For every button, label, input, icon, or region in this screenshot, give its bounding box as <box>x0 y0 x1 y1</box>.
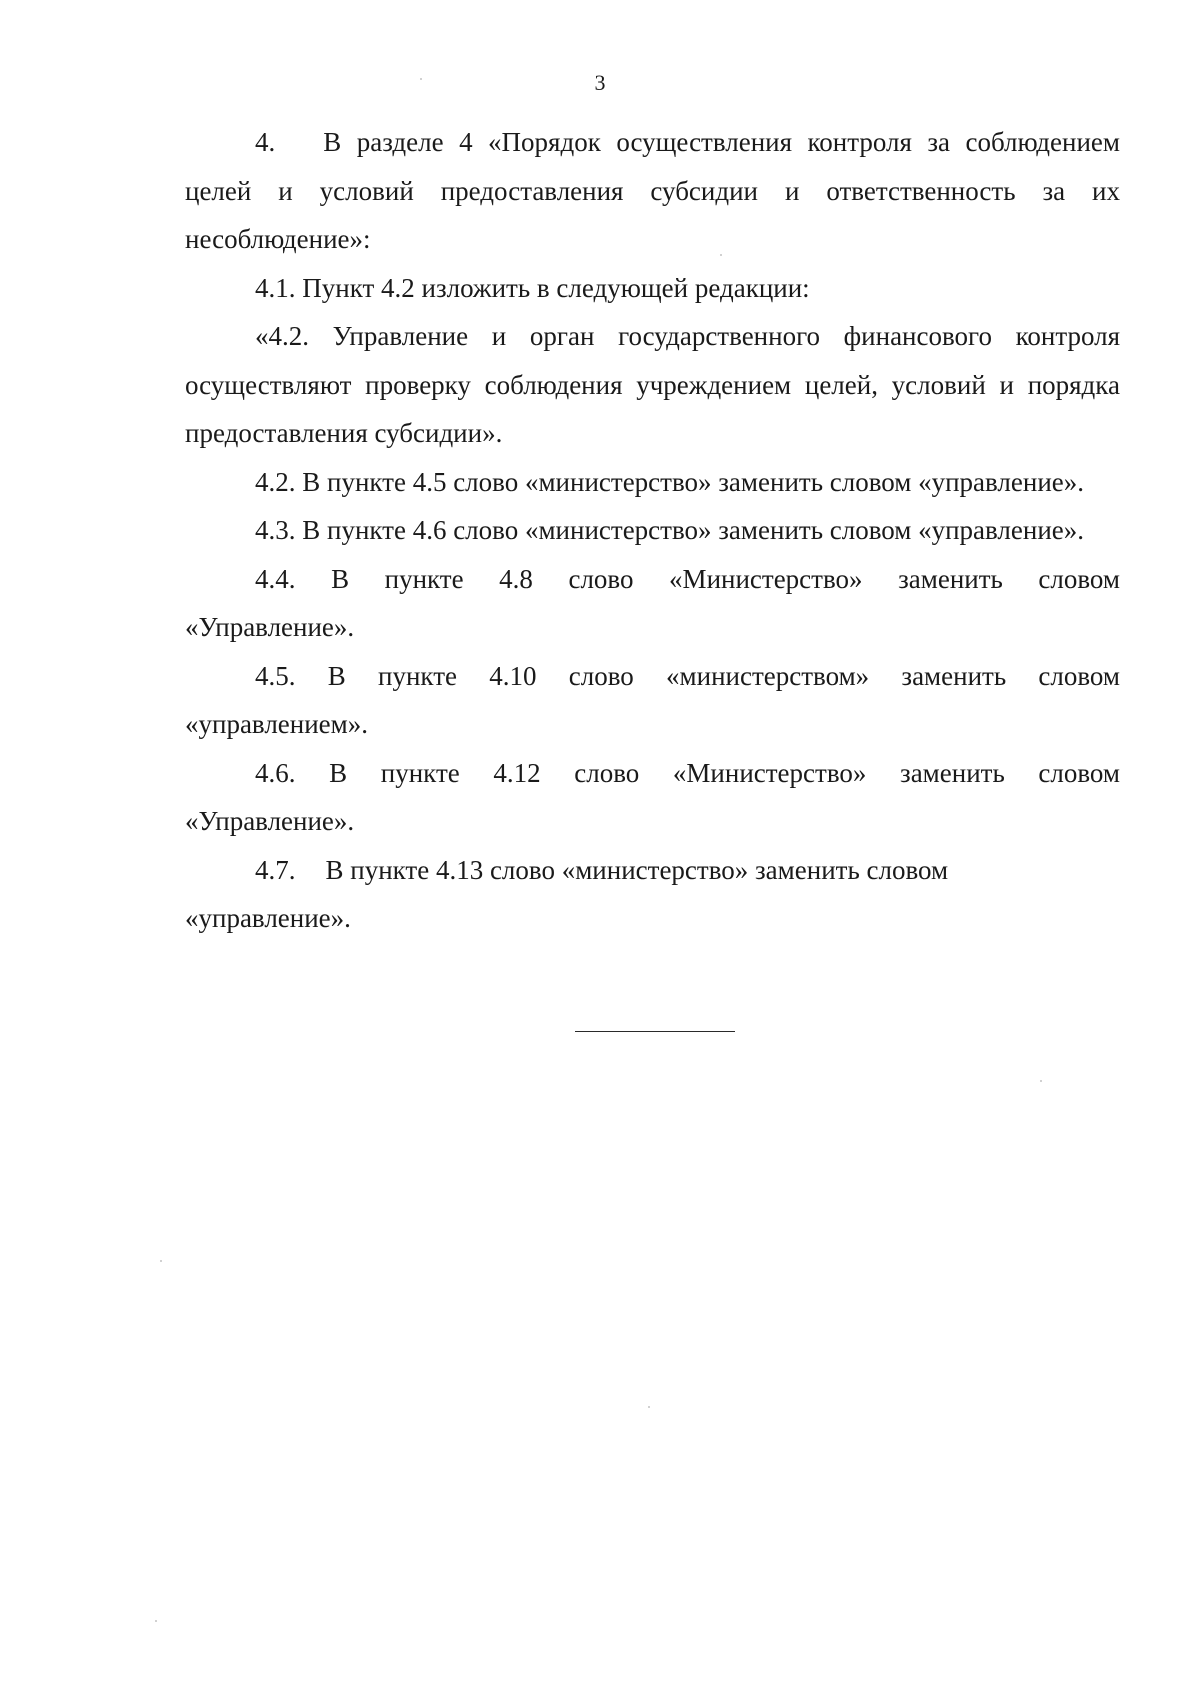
paragraph-4-6-line-1: 4.6. В пункте 4.12 слово «Министерство» заменить словом <box>255 757 1120 788</box>
paragraph-4-2: 4.2. В пункте 4.5 слово «министерство» заменить словом «управление». <box>255 466 1085 497</box>
paragraph-4-3: 4.3. В пункте 4.6 слово «министерство» заменить словом «управление». <box>255 515 1085 545</box>
paragraph-4-6-line-2: «Управление». <box>185 806 355 836</box>
paragraph-4-7-text: В пункте 4.13 слово «министерство» заменить словом <box>325 854 949 885</box>
paragraph-4-7-number: 4.7. <box>255 854 296 885</box>
paragraph-4-4-line-1: 4.4. В пункте 4.8 слово «Министерство» заменить словом <box>255 563 1120 594</box>
paragraph-4-text: В разделе 4 «Порядок осуществления контроля за соблюдением целей и условий предоставления субсидии и ответственность за их несоблюдение»: <box>185 127 1120 254</box>
paragraph-4-5-line-1: 4.5. В пункте 4.10 слово «министерством» заменить словом <box>255 660 1120 691</box>
scan-speck <box>720 254 722 256</box>
scan-speck <box>1040 1080 1042 1082</box>
document-body <box>185 118 1120 943</box>
paragraph-4-1-quoted-text: «4.2. Управление и орган государственного финансового контроля осуществляют проверку соблюдения учреждением целей, условий и порядка предоставления субсидии». <box>185 321 1120 448</box>
paragraph-4-4-line-2: «Управление». <box>185 612 355 642</box>
paragraph-4-number: 4. <box>255 127 276 157</box>
paragraph-4-7-line-2: «управление». <box>185 903 351 933</box>
paragraph-4 <box>185 118 1120 264</box>
paragraph-4-1: 4.1. Пункт 4.2 изложить в следующей редакции: <box>255 272 810 303</box>
scan-speck <box>160 1260 162 1262</box>
page-number: 3 <box>594 70 606 95</box>
scan-speck <box>648 1406 650 1408</box>
scan-speck <box>155 1620 157 1622</box>
scan-speck <box>420 78 422 80</box>
closing-rule <box>575 1031 735 1032</box>
paragraph-4-7-line-1 <box>185 846 1120 895</box>
paragraph-4-5-line-2: «управлением». <box>185 709 369 739</box>
